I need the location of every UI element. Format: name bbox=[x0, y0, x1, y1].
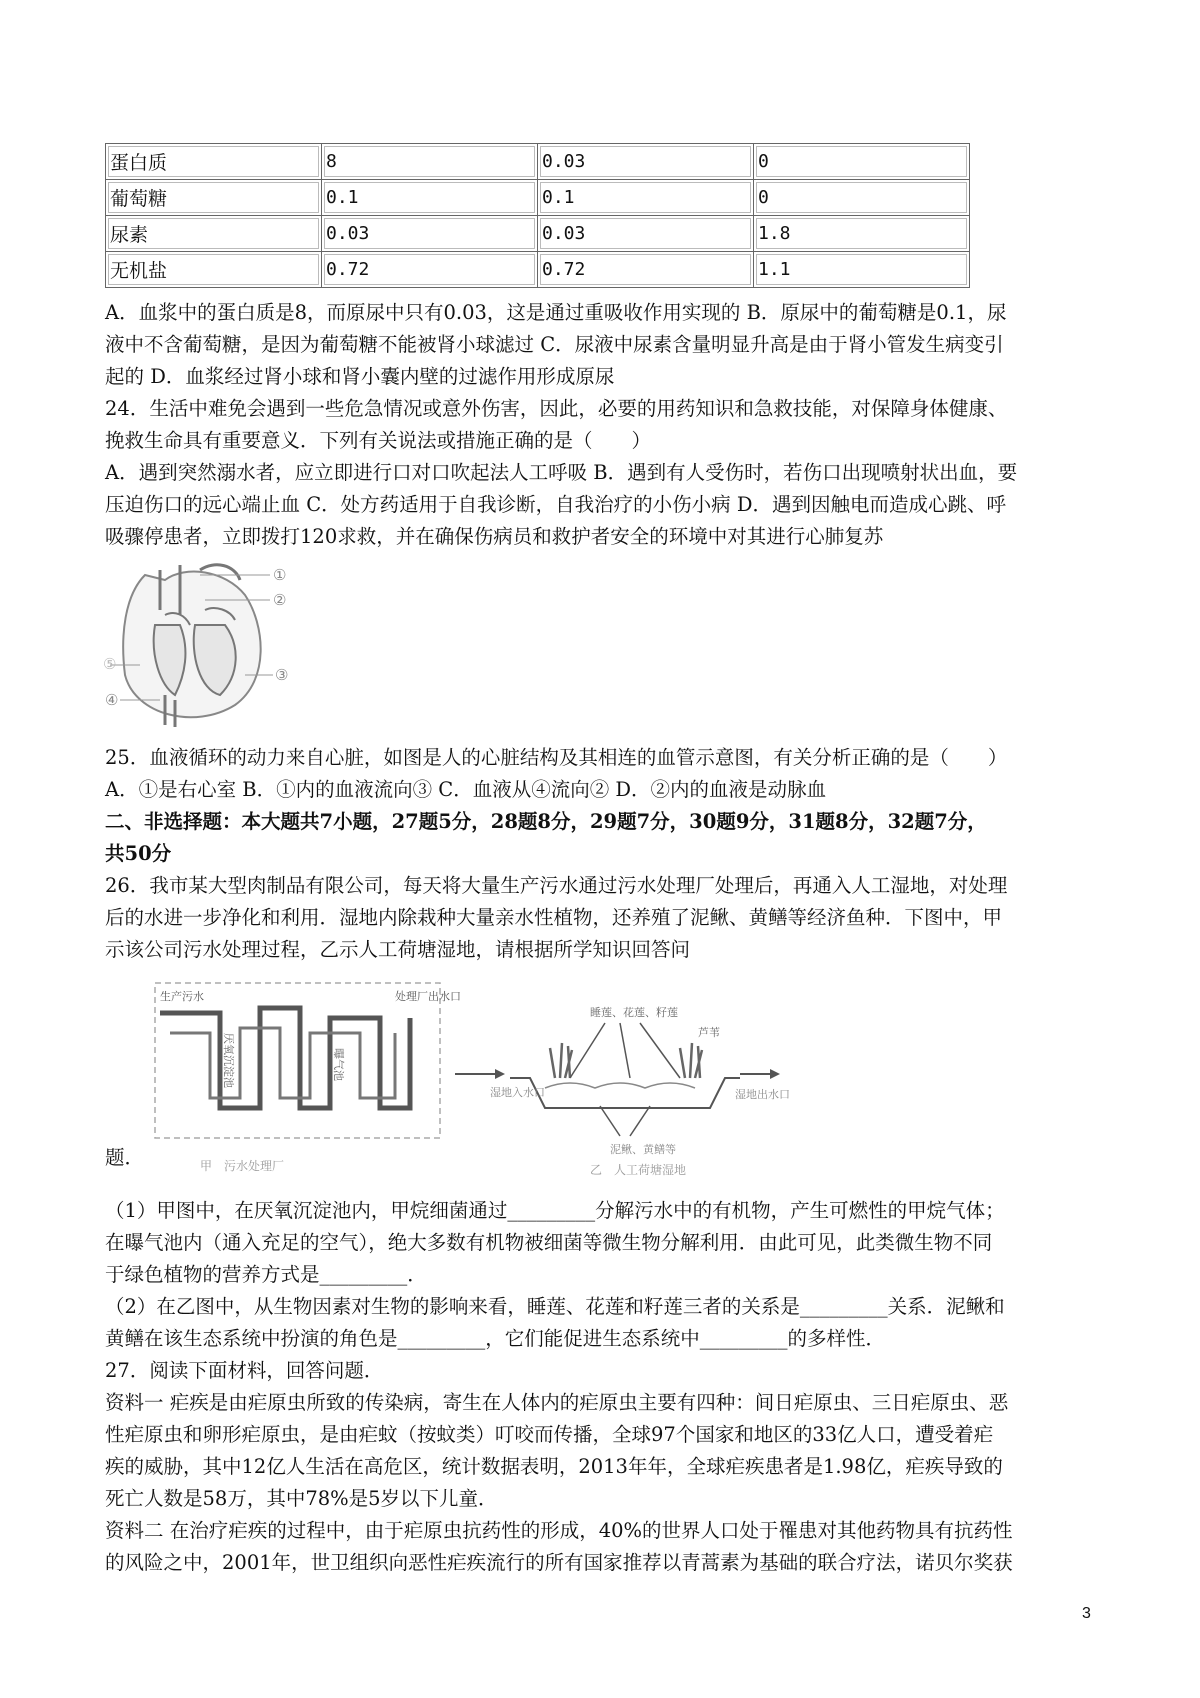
diagram-label: 睡莲、花莲、籽莲 bbox=[590, 1006, 678, 1019]
q27-material: 疾的威胁，其中12亿人生活在高危区，统计数据表明，2013年年，全球疟疾患者是1.98亿，疟疾导致的 bbox=[105, 1455, 1003, 1478]
table-cell: 0.1 bbox=[322, 180, 538, 216]
table-cell: 1.8 bbox=[754, 216, 970, 252]
diagram-label: 厌氧沉淀池 bbox=[222, 1033, 235, 1088]
heart-label: ③ bbox=[275, 666, 289, 684]
table-cell: 蛋白质 bbox=[106, 144, 322, 180]
diagram-label: 湿地入水口 bbox=[490, 1086, 545, 1099]
q26-sub-question: 在曝气池内（通入充足的空气），绝大多数有机物被细菌等微生物分解利用．由此可见，此类微生物不同 bbox=[105, 1231, 993, 1254]
table-cell: 1.1 bbox=[754, 252, 970, 288]
table-row bbox=[106, 216, 970, 252]
table-cell: 葡萄糖 bbox=[106, 180, 322, 216]
heart-diagram bbox=[105, 555, 305, 735]
diagram-label: 湿地出水口 bbox=[735, 1088, 790, 1101]
table-cell: 8 bbox=[322, 144, 538, 180]
q26-sub-question: 于绿色植物的营养方式是_________． bbox=[105, 1263, 427, 1286]
table-cell: 0.03 bbox=[538, 144, 754, 180]
heart-label: ② bbox=[273, 591, 287, 609]
section-heading: 二、非选择题：本大题共7小题，27题5分，28题8分，29题7分，30题9分，31题8分，32题7分， bbox=[105, 810, 987, 833]
q27-material: 死亡人数是58万，其中78%是5岁以下儿童． bbox=[105, 1487, 498, 1510]
q24-option-line: 吸骤停患者，立即拨打120求救，并在确保伤病员和救护者安全的环境中对其进行心肺复苏 bbox=[105, 525, 884, 548]
q27-material: 的风险之中，2001年，世卫组织向恶性疟疾流行的所有国家推荐以青蒿素为基础的联合疗法，诺贝尔奖获 bbox=[105, 1551, 1013, 1574]
heart-label: ① bbox=[273, 566, 287, 584]
q25-stem: 25．血液循环的动力来自心脏，如图是人的心脏结构及其相连的血管示意图，有关分析正确的是（ ） bbox=[105, 746, 1008, 769]
table-row bbox=[106, 144, 970, 180]
q24-option-line: A．遇到突然溺水者，应立即进行口对口吹起法人工呼吸 B．遇到有人受伤时，若伤口出现喷射状出血，要 bbox=[105, 461, 1018, 484]
heart-label: ④ bbox=[105, 691, 119, 709]
q27-material: 性疟原虫和卵形疟原虫，是由疟蚊（按蚊类）叮咬而传播，全球97个国家和地区的33亿人口，遭受着疟 bbox=[105, 1423, 994, 1446]
table-cell: 尿素 bbox=[106, 216, 322, 252]
table-cell: 0 bbox=[754, 180, 970, 216]
q26-tail: 题． bbox=[105, 1146, 145, 1169]
q27-material: 资料二 在治疗疟疾的过程中，由于疟原虫抗药性的形成，40%的世界人口处于罹患对其他药物具有抗药性 bbox=[105, 1519, 1013, 1542]
diagram-label: 处理厂出水口 bbox=[395, 990, 461, 1003]
diagram-caption: 乙 人工荷塘湿地 bbox=[590, 1163, 687, 1177]
q26-stem: 示该公司污水处理过程，乙示人工荷塘湿地，请根据所学知识回答问 bbox=[105, 938, 691, 961]
table-cell: 0.03 bbox=[538, 216, 754, 252]
table-cell: 0.72 bbox=[322, 252, 538, 288]
table-row bbox=[106, 252, 970, 288]
q23-options-line: 液中不含葡萄糖，是因为葡萄糖不能被肾小球滤过 C．尿液中尿素含量明显升高是由于肾小管发生病变引 bbox=[105, 333, 1004, 356]
table-cell: 0.1 bbox=[538, 180, 754, 216]
q25-options: A．①是右心室 B．①内的血液流向③ C．血液从④流向② D．②内的血液是动脉血 bbox=[105, 778, 827, 801]
q27-stem: 27．阅读下面材料，回答问题． bbox=[105, 1359, 384, 1382]
table-cell: 0.03 bbox=[322, 216, 538, 252]
diagram-caption: 甲 污水处理厂 bbox=[200, 1159, 285, 1173]
q23-options-line: 起的 D．血浆经过肾小球和肾小囊内壁的过滤作用形成原尿 bbox=[105, 365, 615, 388]
diagram-label: 生产污水 bbox=[160, 990, 204, 1003]
q26-sub-question: 黄鳝在该生态系统中扮演的角色是_________，它们能促进生态系统中_________的多样性． bbox=[105, 1327, 886, 1350]
diagram-label: 泥鳅、黄鳝等 bbox=[610, 1143, 676, 1156]
q26-stem: 后的水进一步净化和利用．湿地内除栽种大量亲水性植物，还养殖了泥鳅、黄鳝等经济鱼种．下图中，甲 bbox=[105, 906, 1003, 929]
page-number: 3 bbox=[1082, 1605, 1091, 1622]
q26-sub-question: （2）在乙图中，从生物因素对生物的影响来看，睡莲、花莲和籽莲三者的关系是_________关系．泥鳅和 bbox=[105, 1295, 1005, 1318]
q23-options-line: A．血浆中的蛋白质是8，而原尿中只有0.03，这是通过重吸收作用实现的 B．原尿中的葡萄糖是0.1，尿 bbox=[105, 301, 1007, 324]
q27-material: 资料一 疟疾是由疟原虫所致的传染病，寄生在人体内的疟原虫主要有四种：间日疟原虫、三日疟原虫、恶 bbox=[105, 1391, 1009, 1414]
q24-option-line: 压迫伤口的远心端止血 C．处方药适用于自我诊断，自我治疗的小伤小病 D．遇到因触电而造成心跳、呼 bbox=[105, 493, 1006, 516]
table-row bbox=[106, 180, 970, 216]
composition-table bbox=[105, 143, 970, 288]
wastewater-wetland-diagram bbox=[150, 978, 840, 1178]
section-heading: 共50分 bbox=[105, 842, 172, 865]
q26-sub-question: （1）甲图中，在厌氧沉淀池内，甲烷细菌通过_________分解污水中的有机物，产生可燃性的甲烷气体； bbox=[105, 1199, 1005, 1222]
q26-stem: 26．我市某大型肉制品有限公司，每天将大量生产污水通过污水处理厂处理后，再通入人工湿地，对处理 bbox=[105, 874, 1008, 897]
diagram-label: 曝气池 bbox=[332, 1048, 345, 1081]
heart-label: ⑤ bbox=[103, 655, 117, 673]
diagram-label: 芦苇 bbox=[698, 1026, 720, 1039]
table-cell: 无机盐 bbox=[106, 252, 322, 288]
table-cell: 0 bbox=[754, 144, 970, 180]
q24-stem: 挽救生命具有重要意义．下列有关说法或措施正确的是（ ） bbox=[105, 429, 652, 452]
q24-stem: 24．生活中难免会遇到一些危急情况或意外伤害，因此，必要的用药知识和急救技能，对保障身体健康、 bbox=[105, 397, 1008, 420]
table-cell: 0.72 bbox=[538, 252, 754, 288]
